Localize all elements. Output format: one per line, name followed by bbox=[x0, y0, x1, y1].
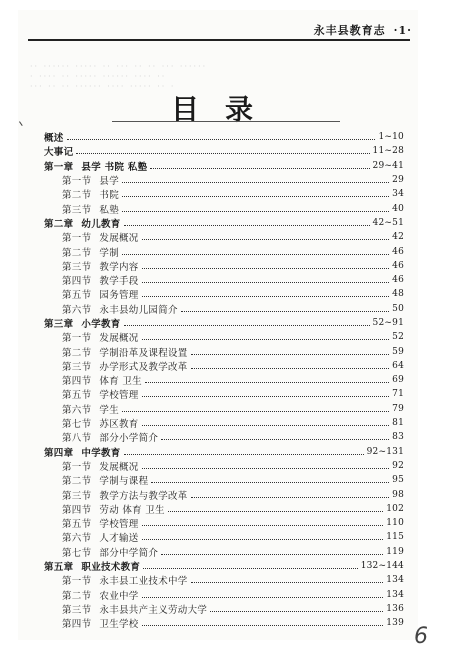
toc-page-number: 134 bbox=[386, 575, 404, 586]
toc-entry-title: 部分小学简介 bbox=[99, 433, 159, 445]
toc-entry-title: 永丰县共产主义劳动大学 bbox=[99, 604, 208, 616]
toc-entry-label bbox=[62, 502, 165, 516]
toc-page-number: 95 bbox=[392, 475, 404, 486]
toc-section-number: 第一节 bbox=[62, 461, 92, 473]
toc-section-row bbox=[44, 430, 404, 444]
toc-page-number: 64 bbox=[392, 360, 404, 371]
toc-page-number: 98 bbox=[392, 489, 404, 500]
toc-section-row bbox=[44, 273, 404, 287]
toc-section-number: 大事记 bbox=[44, 147, 74, 159]
toc-entry-title: 学校管理 bbox=[99, 519, 139, 531]
toc-page-number: 46 bbox=[392, 246, 404, 257]
toc-entry-label bbox=[62, 345, 188, 359]
toc-section-number: 第四节 bbox=[62, 504, 92, 516]
toc-entry-title: 发展概况 bbox=[99, 333, 139, 345]
toc-entry-label bbox=[62, 287, 139, 301]
toc-entry-label bbox=[44, 216, 121, 230]
toc-entry-label bbox=[62, 373, 142, 387]
toc-section-number: 第三节 bbox=[62, 604, 92, 616]
dot-leader bbox=[122, 410, 389, 412]
toc-section-number: 第二章 bbox=[44, 218, 74, 230]
toc-entry-title: 县学 bbox=[99, 176, 120, 188]
toc-entry-label bbox=[62, 330, 139, 344]
dot-leader bbox=[124, 324, 370, 326]
toc-entry-label bbox=[62, 588, 139, 602]
toc-entry-title: 部分中学简介 bbox=[99, 547, 159, 559]
toc-entry-title: 永丰县工业技术中学 bbox=[99, 576, 188, 588]
toc-page-number: 115 bbox=[386, 532, 404, 543]
toc-section-number: 第四节 bbox=[62, 619, 92, 631]
toc-page-number: 40 bbox=[392, 203, 404, 214]
toc-section-number: 第三节 bbox=[62, 490, 92, 502]
toc-entry-label bbox=[62, 459, 139, 473]
toc-section-row bbox=[44, 387, 404, 401]
toc-section-number: 第三节 bbox=[62, 361, 92, 373]
toc-entry-title: 小学教育 bbox=[81, 319, 121, 330]
dot-leader bbox=[150, 167, 369, 169]
toc-entry-title: 书院 bbox=[99, 190, 120, 202]
title-rule bbox=[112, 121, 340, 122]
toc-section-row bbox=[44, 230, 404, 244]
toc-section-row bbox=[44, 459, 404, 473]
toc-page-number: 119 bbox=[386, 546, 404, 557]
dot-leader bbox=[191, 496, 390, 498]
toc-entry-label bbox=[44, 159, 147, 173]
toc-entry-title: 县学 书院 私塾 bbox=[81, 161, 148, 173]
toc-page-number: 42~51 bbox=[372, 217, 404, 228]
toc-entry-title: 职业技术教育 bbox=[81, 562, 141, 574]
toc-entry-label bbox=[44, 445, 121, 459]
toc-section-number: 第四节 bbox=[62, 376, 92, 388]
toc-page-number: 29~41 bbox=[372, 160, 404, 171]
toc-page-number: 1~10 bbox=[378, 132, 404, 143]
toc-section-number: 第六节 bbox=[62, 533, 92, 545]
toc-section-row bbox=[44, 588, 404, 602]
toc-section-row bbox=[44, 487, 404, 501]
toc-page-number: 102 bbox=[386, 503, 404, 514]
dot-leader bbox=[122, 210, 389, 212]
toc-page-number: 46 bbox=[392, 275, 404, 286]
toc-page-number: 132~144 bbox=[360, 561, 404, 572]
dot-leader bbox=[124, 453, 364, 455]
toc-section-number: 第四节 bbox=[62, 276, 92, 288]
toc-section-row bbox=[44, 187, 404, 201]
toc-section-row bbox=[44, 244, 404, 258]
toc-section-number: 第一节 bbox=[62, 233, 92, 245]
dot-leader bbox=[145, 381, 389, 383]
toc-page-number: 42 bbox=[392, 232, 404, 243]
toc-section-number: 第三节 bbox=[62, 261, 92, 273]
toc-section-row bbox=[44, 259, 404, 273]
toc-entry-label bbox=[62, 245, 119, 259]
toc-entry-title: 学制与课程 bbox=[99, 476, 149, 488]
toc-entry-title: 园务管理 bbox=[99, 290, 139, 302]
header-rule bbox=[28, 39, 410, 41]
dot-leader bbox=[122, 195, 389, 197]
toc-section-row bbox=[44, 402, 404, 416]
toc-entry-label bbox=[62, 488, 188, 502]
toc-entry-label bbox=[62, 402, 119, 416]
toc-section-row bbox=[44, 473, 404, 487]
toc-section-number: 第二节 bbox=[62, 247, 92, 259]
toc-entry-label bbox=[44, 144, 73, 158]
toc-entry-title: 劳动 体育 卫生 bbox=[99, 504, 165, 516]
dot-leader bbox=[181, 310, 389, 312]
toc-page-number: 34 bbox=[392, 189, 404, 200]
toc-entry-label bbox=[62, 573, 188, 587]
toc-section-number: 第七节 bbox=[62, 419, 92, 431]
dot-leader bbox=[161, 438, 389, 440]
toc-page-number: 92 bbox=[392, 460, 404, 471]
toc-page-number: 52 bbox=[392, 332, 404, 343]
toc-section-row bbox=[44, 173, 404, 187]
toc-section-number: 第五节 bbox=[62, 390, 92, 402]
toc-entry-label bbox=[62, 545, 158, 559]
toc-page-number: 139 bbox=[386, 618, 404, 629]
dot-leader bbox=[142, 338, 390, 340]
toc-page-number: 92~131 bbox=[366, 446, 404, 457]
toc-entry-title: 学生 bbox=[99, 404, 120, 416]
table-of-contents bbox=[44, 130, 404, 630]
toc-section-number: 第一节 bbox=[62, 176, 92, 188]
toc-entry-title: 私塾 bbox=[99, 204, 120, 216]
toc-entry-label bbox=[62, 430, 158, 444]
toc-section-number: 第二节 bbox=[62, 347, 92, 359]
toc-chapter-row bbox=[44, 159, 404, 173]
toc-section-number: 第一节 bbox=[62, 333, 92, 345]
toc-chapter-row bbox=[44, 216, 404, 230]
toc-entry-title: 农业中学 bbox=[99, 590, 139, 602]
running-header bbox=[314, 22, 412, 38]
toc-section-row bbox=[44, 302, 404, 316]
toc-section-row bbox=[44, 287, 404, 301]
toc-entry-title: 人才输送 bbox=[99, 533, 139, 545]
dot-leader bbox=[122, 253, 389, 255]
toc-page-number: 29 bbox=[392, 175, 404, 186]
toc-section-number: 第四章 bbox=[44, 447, 74, 459]
dot-leader bbox=[142, 424, 390, 426]
dot-leader bbox=[142, 624, 384, 626]
toc-section-number: 第二节 bbox=[62, 190, 92, 202]
toc-section-number: 第二节 bbox=[62, 476, 92, 488]
toc-section-number: 第一节 bbox=[62, 576, 92, 588]
dot-leader bbox=[142, 538, 384, 540]
toc-section-row bbox=[44, 545, 404, 559]
toc-entry-label bbox=[62, 202, 119, 216]
dot-leader bbox=[142, 467, 390, 469]
toc-chapter-row bbox=[44, 130, 404, 144]
toc-entry-title: 教学方法与教学改革 bbox=[99, 490, 188, 502]
dot-leader bbox=[67, 138, 376, 140]
dot-leader bbox=[191, 581, 384, 583]
toc-section-number: 第三节 bbox=[62, 204, 92, 216]
toc-entry-label bbox=[62, 387, 139, 401]
toc-entry-label bbox=[62, 602, 207, 616]
toc-entry-title: 幼儿教育 bbox=[81, 218, 121, 230]
toc-section-number: 第五节 bbox=[62, 519, 92, 531]
toc-section-row bbox=[44, 602, 404, 616]
toc-entry-label bbox=[62, 302, 178, 316]
dot-leader bbox=[76, 152, 369, 154]
toc-chapter-row bbox=[44, 559, 404, 573]
toc-entry-label bbox=[62, 187, 119, 201]
dot-leader bbox=[142, 238, 390, 240]
toc-page-number: 110 bbox=[386, 518, 404, 529]
toc-page-number: 136 bbox=[386, 603, 404, 614]
toc-entry-label bbox=[62, 259, 139, 273]
toc-entry-title: 苏区教育 bbox=[99, 419, 139, 431]
dot-leader bbox=[151, 481, 389, 483]
toc-entry-title: 办学形式及教学改革 bbox=[99, 361, 188, 373]
toc-entry-label bbox=[62, 516, 139, 530]
toc-section-number: 第一章 bbox=[44, 161, 74, 173]
toc-section-row bbox=[44, 573, 404, 587]
toc-page-number: 71 bbox=[392, 389, 404, 400]
toc-entry-label bbox=[62, 416, 139, 430]
dot-leader bbox=[142, 295, 390, 297]
dot-leader bbox=[210, 610, 383, 612]
dot-leader bbox=[142, 524, 384, 526]
toc-page-number: 59 bbox=[392, 346, 404, 357]
toc-section-row bbox=[44, 330, 404, 344]
toc-section-number: 第三章 bbox=[44, 319, 74, 330]
dot-leader bbox=[142, 281, 390, 283]
toc-entry-title: 中学教育 bbox=[81, 447, 121, 459]
toc-entry-title: 学制沿革及课程设置 bbox=[99, 347, 188, 359]
toc-section-number: 第六节 bbox=[62, 404, 92, 416]
dot-leader bbox=[142, 267, 390, 269]
toc-section-row bbox=[44, 373, 404, 387]
handwritten-mark: 6 bbox=[414, 624, 428, 649]
toc-entry-label bbox=[44, 559, 140, 573]
toc-section-number: 第七节 bbox=[62, 547, 92, 559]
toc-entry-label bbox=[62, 230, 139, 244]
toc-entry-title: 永丰县幼儿园简介 bbox=[99, 304, 178, 316]
toc-section-row bbox=[44, 616, 404, 630]
dot-leader bbox=[122, 181, 389, 183]
toc-section-row bbox=[44, 201, 404, 215]
toc-entry-label bbox=[44, 316, 121, 330]
toc-section-number: 第五章 bbox=[44, 562, 74, 574]
dot-leader bbox=[142, 596, 384, 598]
dot-leader bbox=[143, 567, 357, 569]
bleed-through-text: ·· ······ ····· ·· ··· ·· ·· ··· ······ · ···· ·· ····· ······ ···· ·· ··· ·· ·· ······ ···· ····· ·· · bbox=[30, 62, 208, 91]
toc-section-row bbox=[44, 344, 404, 358]
toc-page-number: 134 bbox=[386, 589, 404, 600]
toc-section-number: 第五节 bbox=[62, 290, 92, 302]
dot-leader bbox=[142, 395, 390, 397]
toc-section-row bbox=[44, 359, 404, 373]
toc-section-row bbox=[44, 516, 404, 530]
toc-entry-title: 教学内容 bbox=[99, 261, 139, 273]
dot-leader bbox=[161, 553, 383, 555]
toc-entry-title: 卫生学校 bbox=[99, 619, 139, 631]
toc-entry-label bbox=[44, 130, 64, 144]
toc-entry-title: 学制 bbox=[99, 247, 120, 259]
toc-chapter-row bbox=[44, 316, 404, 330]
toc-page-number: 48 bbox=[392, 289, 404, 300]
toc-entry-label bbox=[62, 530, 139, 544]
toc-page-number: 79 bbox=[392, 403, 404, 414]
toc-entry-title: 体育 卫生 bbox=[99, 376, 142, 388]
page-number: ·1· bbox=[393, 24, 412, 37]
toc-section-row bbox=[44, 416, 404, 430]
toc-entry-title: 发展概况 bbox=[99, 461, 139, 473]
toc-section-row bbox=[44, 530, 404, 544]
toc-entry-label bbox=[62, 273, 139, 287]
toc-entry-label bbox=[62, 473, 148, 487]
toc-entry-label bbox=[62, 173, 119, 187]
toc-chapter-row bbox=[44, 144, 404, 158]
toc-chapter-row bbox=[44, 445, 404, 459]
toc-entry-label bbox=[62, 359, 188, 373]
dot-leader bbox=[168, 510, 383, 512]
toc-section-number: 第六节 bbox=[62, 304, 92, 316]
toc-page-number: 52~91 bbox=[372, 318, 404, 328]
dot-leader bbox=[124, 224, 370, 226]
toc-page-number: 46 bbox=[392, 260, 404, 271]
toc-entry-label bbox=[62, 616, 139, 630]
page-title: 目录 bbox=[170, 93, 279, 126]
toc-section-number: 第二节 bbox=[62, 590, 92, 602]
toc-section-number: 概述 bbox=[44, 133, 64, 145]
toc-entry-title: 教学手段 bbox=[99, 276, 139, 288]
dot-leader bbox=[191, 353, 390, 355]
toc-section-row bbox=[44, 502, 404, 516]
toc-page-number: 83 bbox=[392, 432, 404, 443]
toc-section-number: 第八节 bbox=[62, 433, 92, 445]
toc-entry-title: 学校管理 bbox=[99, 390, 139, 402]
toc-page-number: 11~28 bbox=[372, 146, 404, 157]
toc-page-number: 50 bbox=[392, 303, 404, 314]
dot-leader bbox=[191, 367, 390, 369]
toc-page-number: 69 bbox=[392, 375, 404, 386]
toc-page-number: 81 bbox=[392, 418, 404, 429]
book-title: 永丰县教育志 bbox=[313, 24, 386, 37]
toc-entry-title: 发展概况 bbox=[99, 233, 139, 245]
